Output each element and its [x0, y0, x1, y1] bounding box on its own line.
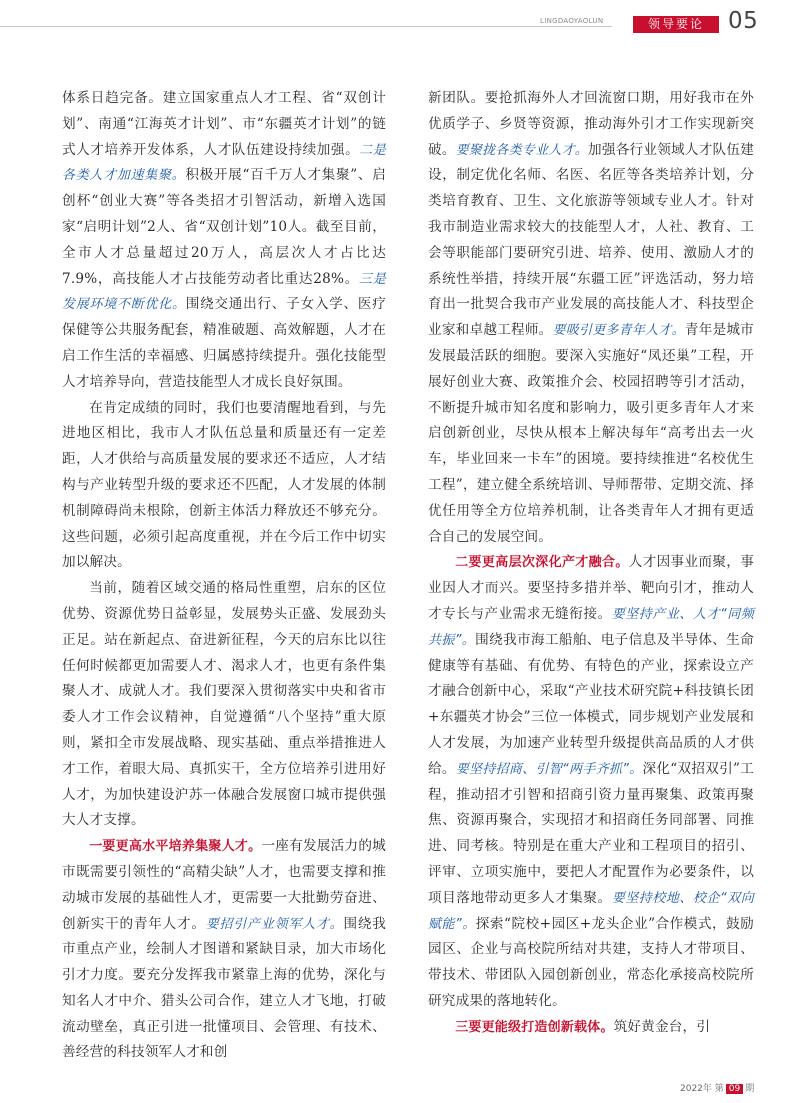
paragraph: 当前，随着区域交通的格局性重塑，启东的区位优势、资源优势日益彰显，发展势头正盛、发展劲头正足。站在新起点、奋进新征程，今天的启东比以往任何时候都更加需要人才、渴求人才，也更有条件集聚人才、成就人才。我们要深入贯彻落实中央和省市委人才工作会议精神，自觉遵循“八个坚持”重大原则，紧扣全市发展战略、现实基础、重点举措推进人才工作，着眼大局、真抓实干，全方位培养引进用好人才，为加快建设沪苏一体融合发展窗口城市提供强大人才支撑。 [62, 580, 386, 829]
section-heading: 一要更高水平培养集聚人才。 [89, 839, 262, 855]
issue-number-badge: 09 [726, 1084, 743, 1094]
body-text: 加强各行业领域人才队伍建设，制定优化名师、名医、名匠等各类培养计划，分类培育教育、卫生、文化旅游等领域专业人才。针对我市制造业需求较大的技能型人才，人社、教育、工会等职能部门要研究引进、培养、使用、激励人才的系统性举措，持续开展“东疆工匠”评选活动，努力培育出一批契合我市产业发展的高技能人才、科技型企业家和卓越工程师。 [428, 141, 754, 339]
section-heading: 三要更能级打造创新载体。 [455, 1019, 614, 1035]
paragraph [428, 550, 754, 1014]
subheading: 二是各类人才加速集聚。 [62, 142, 386, 184]
subheading: 要坚持校地、校企“双向赋能”。 [428, 890, 755, 932]
paragraph [428, 86, 754, 550]
subheading: 要坚持招商、引智“两手齐抓”。 [455, 761, 643, 777]
page-number: 05 [728, 8, 759, 34]
body-text: 积极开展“百千万人才集聚”、启创杯“创业大赛”等各类招才引智活动，新增入选国家“启明计划”2人、省“双创计划”10人。截至目前，全市人才总量超过20万人，高层次人才占比达7.9%，高技能人才占技能劳动者比重达28%。 [62, 167, 386, 287]
body-text: 探索“院校+园区+龙头企业”合作模式，鼓励园区、企业与高校院所结对共建，支持人才带项目、带技术、带团队入园创新创业，常态化承接高校院所研究成果的落地转化。 [428, 915, 754, 1009]
left-column [62, 86, 386, 1066]
subheading: 要招引产业领军人才。 [205, 916, 344, 932]
body-text: 筑好黄金台，引 [613, 1018, 711, 1035]
subheading: 三是发展环境不断优化。 [62, 271, 386, 313]
body-text: 围绕交通出行、子女入学、医疗保健等公共服务配套，精准破题、高效解题，人才在启工作生活的幸福感、归属感持续提升。强化技能型人才培养导向，营造技能型人才成长良好氛围。 [62, 296, 386, 390]
paragraph [62, 834, 386, 1066]
subheading: 要坚持产业、人才“同频共振”。 [428, 606, 755, 648]
body-text: 一座有发展活力的城市既需要引领性的“高精尖缺”人才，也需要支撑和推动城市发展的基础性人才，更需要一大批勤劳奋进、创新实干的青年人才。 [62, 838, 386, 932]
page-footer [680, 1081, 754, 1094]
paragraph: 在肯定成绩的同时，我们也要清醒地看到，与先进地区相比，我市人才队伍总量和质量还有一定差距，人才供给与高质量发展的要求还不适应，人才结构与产业转型升级的要求还不匹配，人才发展的体制机制障碍尚未根除，创新主体活力释放还不够充分。这些问题，必须引起高度重视，并在今后工作中切实加以解决。 [62, 399, 386, 571]
body-text: 人才因事业而聚，事业因人才而兴。要坚持多措并举、靶向引才，推动人才专长与产业需求无缝衔接。 [428, 554, 754, 622]
section-pinyin: LINGDAOYAOLUN [540, 17, 604, 25]
right-column [428, 86, 754, 1040]
subheading: 要吸引更多青年人才。 [552, 323, 685, 339]
subheading: 要聚拢各类专业人才。 [455, 142, 589, 158]
footer-qi: 期 [745, 1084, 755, 1094]
body-text: 围绕我市重点产业，绘制人才图谱和紧缺目录，加大市场化引才力度。要充分发挥我市紧靠上海的优势，深化与知名人才中介、猎头公司合作，建立人才飞地，打破流动壁垒，真正引进一批懂项目、会管理、有技术、善经营的科技领军人才和创 [62, 915, 387, 1061]
body-text: 围绕我市海工船舶、电子信息及半导体、生命健康等有基础、有优势、有特色的产业，探索设立产才融合创新中心，采取“产业技术研究院+科技镇长团+东疆英才协会”三位一体模式，同步规划产业发展和人才发展，为加速产业转型升级提供高品质的人才供给。 [428, 631, 755, 777]
page-header [0, 0, 800, 46]
section-badge: 领导要论 [633, 16, 719, 33]
paragraph [62, 86, 386, 396]
body-text: 新团队。要抢抓海外人才回流窗口期，用好我市在外优质学子、乡贤等资源，推动海外引才工作实现新突破。 [428, 90, 754, 158]
footer-year: 2022年 [680, 1084, 712, 1094]
footer-di: 第 [714, 1084, 724, 1094]
body-text: 青年是城市发展最活跃的细胞。要深入实施好“凤还巢”工程，开展好创业大赛、政策推介会、校园招聘等引才活动，不断提升城市知名度和影响力，吸引更多青年人才来启创新创业，尽快从根本上解决每年“高考出去一火车，毕业回来一卡车”的困境。要持续推进“名校优生工程”，建立健全系统培训、导师帮带、定期交流、择优任用等全方位培养机制，让各类青年人才拥有更适合自己的发展空间。 [428, 322, 754, 545]
header-rule [0, 26, 612, 27]
paragraph [428, 1015, 754, 1041]
body-text: 深化“双招双引”工程，推动招才引智和招商引资力量再聚集、政策再聚焦、资源再聚合，实现招才和招商任务同部署、同推进、同考核。特别是在重大产业和工程项目的招引、评审、立项实施中，要把人才配置作为必要条件，以项目落地带动更多人才集聚。 [428, 760, 754, 906]
section-heading: 二要更高层次深化产才融合。 [455, 555, 629, 571]
body-text: 体系日趋完备。建立国家重点人才工程、省“双创计划”、南通“江海英才计划”、市“东疆英才计划”的链式人才培养开发体系，人才队伍建设持续加强。 [62, 90, 386, 158]
